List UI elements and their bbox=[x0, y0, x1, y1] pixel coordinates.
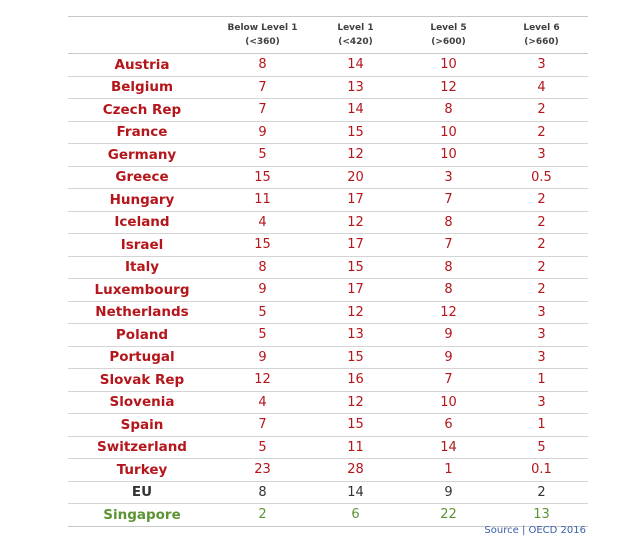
table-row bbox=[68, 211, 588, 234]
level-1-value: 15 bbox=[309, 121, 402, 144]
header-level-5 bbox=[402, 17, 495, 54]
level-1-value: 12 bbox=[309, 301, 402, 324]
header-label: Level 1 bbox=[337, 23, 374, 33]
table-row bbox=[68, 189, 588, 212]
country-name: Netherlands bbox=[68, 301, 216, 324]
table-body bbox=[68, 54, 588, 527]
below-level-1-value: 4 bbox=[216, 391, 309, 414]
level-1-value: 15 bbox=[309, 346, 402, 369]
level-5-value: 8 bbox=[402, 211, 495, 234]
header-country bbox=[68, 17, 216, 54]
level-5-value: 10 bbox=[402, 391, 495, 414]
country-name: Belgium bbox=[68, 76, 216, 99]
pisa-levels-table-container bbox=[68, 16, 588, 527]
level-5-value: 7 bbox=[402, 234, 495, 257]
table-row bbox=[68, 324, 588, 347]
country-name: Slovak Rep bbox=[68, 369, 216, 392]
table-row bbox=[68, 234, 588, 257]
level-5-value: 7 bbox=[402, 369, 495, 392]
below-level-1-value: 5 bbox=[216, 324, 309, 347]
country-name: Luxembourg bbox=[68, 279, 216, 302]
below-level-1-value: 15 bbox=[216, 234, 309, 257]
below-level-1-value: 23 bbox=[216, 459, 309, 482]
header-level-1 bbox=[309, 17, 402, 54]
country-name: Czech Rep bbox=[68, 99, 216, 122]
below-level-1-value: 12 bbox=[216, 369, 309, 392]
level-1-value: 13 bbox=[309, 76, 402, 99]
table-row bbox=[68, 256, 588, 279]
level-1-value: 14 bbox=[309, 99, 402, 122]
level-6-value: 2 bbox=[495, 234, 588, 257]
table-header bbox=[68, 17, 588, 54]
country-name: Iceland bbox=[68, 211, 216, 234]
level-5-value: 12 bbox=[402, 301, 495, 324]
level-1-value: 20 bbox=[309, 166, 402, 189]
header-label: Level 6 bbox=[523, 23, 560, 33]
level-6-value: 3 bbox=[495, 144, 588, 167]
level-1-value: 15 bbox=[309, 256, 402, 279]
level-5-value: 3 bbox=[402, 166, 495, 189]
level-6-value: 3 bbox=[495, 346, 588, 369]
level-1-value: 14 bbox=[309, 481, 402, 504]
below-level-1-value: 2 bbox=[216, 504, 309, 527]
below-level-1-value: 7 bbox=[216, 99, 309, 122]
level-5-value: 1 bbox=[402, 459, 495, 482]
level-6-value: 13 bbox=[495, 504, 588, 527]
level-5-value: 7 bbox=[402, 189, 495, 212]
header-threshold: (<420) bbox=[338, 37, 373, 47]
country-name: Poland bbox=[68, 324, 216, 347]
pisa-levels-table bbox=[68, 16, 588, 527]
level-5-value: 10 bbox=[402, 144, 495, 167]
below-level-1-value: 9 bbox=[216, 279, 309, 302]
country-name: Switzerland bbox=[68, 436, 216, 459]
country-name: Slovenia bbox=[68, 391, 216, 414]
below-level-1-value: 5 bbox=[216, 436, 309, 459]
level-6-value: 2 bbox=[495, 211, 588, 234]
level-6-value: 3 bbox=[495, 301, 588, 324]
table-row bbox=[68, 391, 588, 414]
country-name: Israel bbox=[68, 234, 216, 257]
level-5-value: 22 bbox=[402, 504, 495, 527]
level-5-value: 9 bbox=[402, 481, 495, 504]
country-name: Austria bbox=[68, 54, 216, 77]
level-6-value: 2 bbox=[495, 256, 588, 279]
level-6-value: 0.5 bbox=[495, 166, 588, 189]
table-row bbox=[68, 121, 588, 144]
below-level-1-value: 9 bbox=[216, 346, 309, 369]
level-6-value: 3 bbox=[495, 324, 588, 347]
level-5-value: 10 bbox=[402, 121, 495, 144]
level-1-value: 6 bbox=[309, 504, 402, 527]
below-level-1-value: 5 bbox=[216, 301, 309, 324]
level-1-value: 13 bbox=[309, 324, 402, 347]
table-row bbox=[68, 301, 588, 324]
level-6-value: 5 bbox=[495, 436, 588, 459]
level-1-value: 28 bbox=[309, 459, 402, 482]
country-name: Italy bbox=[68, 256, 216, 279]
country-name: Spain bbox=[68, 414, 216, 437]
table-row bbox=[68, 414, 588, 437]
country-name: Turkey bbox=[68, 459, 216, 482]
level-6-value: 0.1 bbox=[495, 459, 588, 482]
table-row bbox=[68, 144, 588, 167]
level-6-value: 2 bbox=[495, 99, 588, 122]
level-5-value: 8 bbox=[402, 256, 495, 279]
level-6-value: 1 bbox=[495, 369, 588, 392]
table-row bbox=[68, 369, 588, 392]
header-label: Level 5 bbox=[430, 23, 467, 33]
header-threshold: (>660) bbox=[524, 37, 559, 47]
table-row bbox=[68, 166, 588, 189]
below-level-1-value: 9 bbox=[216, 121, 309, 144]
header-below-level-1 bbox=[216, 17, 309, 54]
level-1-value: 11 bbox=[309, 436, 402, 459]
table-row bbox=[68, 99, 588, 122]
level-6-value: 3 bbox=[495, 391, 588, 414]
level-5-value: 12 bbox=[402, 76, 495, 99]
table-row bbox=[68, 436, 588, 459]
header-label: Below Level 1 bbox=[227, 23, 298, 33]
level-6-value: 1 bbox=[495, 414, 588, 437]
below-level-1-value: 5 bbox=[216, 144, 309, 167]
level-1-value: 12 bbox=[309, 211, 402, 234]
country-name: Portugal bbox=[68, 346, 216, 369]
level-6-value: 2 bbox=[495, 481, 588, 504]
level-1-value: 12 bbox=[309, 391, 402, 414]
table-row bbox=[68, 279, 588, 302]
table-row bbox=[68, 54, 588, 77]
table-row bbox=[68, 504, 588, 527]
country-name: Germany bbox=[68, 144, 216, 167]
country-name: EU bbox=[68, 481, 216, 504]
level-5-value: 6 bbox=[402, 414, 495, 437]
country-name: Hungary bbox=[68, 189, 216, 212]
below-level-1-value: 11 bbox=[216, 189, 309, 212]
below-level-1-value: 8 bbox=[216, 481, 309, 504]
below-level-1-value: 15 bbox=[216, 166, 309, 189]
country-name: Greece bbox=[68, 166, 216, 189]
below-level-1-value: 8 bbox=[216, 54, 309, 77]
header-row bbox=[68, 17, 588, 54]
below-level-1-value: 8 bbox=[216, 256, 309, 279]
level-1-value: 17 bbox=[309, 189, 402, 212]
below-level-1-value: 7 bbox=[216, 76, 309, 99]
table-row bbox=[68, 459, 588, 482]
header-threshold: (>600) bbox=[431, 37, 466, 47]
header-threshold: (<360) bbox=[245, 37, 280, 47]
level-6-value: 3 bbox=[495, 54, 588, 77]
level-1-value: 14 bbox=[309, 54, 402, 77]
header-level-6 bbox=[495, 17, 588, 54]
level-5-value: 14 bbox=[402, 436, 495, 459]
level-1-value: 17 bbox=[309, 279, 402, 302]
country-name: France bbox=[68, 121, 216, 144]
level-1-value: 15 bbox=[309, 414, 402, 437]
table-row bbox=[68, 76, 588, 99]
table-row bbox=[68, 481, 588, 504]
source-note: Source | OECD 2016 bbox=[484, 525, 586, 536]
level-6-value: 2 bbox=[495, 189, 588, 212]
level-6-value: 2 bbox=[495, 121, 588, 144]
level-6-value: 4 bbox=[495, 76, 588, 99]
level-1-value: 12 bbox=[309, 144, 402, 167]
level-5-value: 10 bbox=[402, 54, 495, 77]
level-5-value: 8 bbox=[402, 279, 495, 302]
level-1-value: 16 bbox=[309, 369, 402, 392]
country-name: Singapore bbox=[68, 504, 216, 527]
level-5-value: 9 bbox=[402, 324, 495, 347]
below-level-1-value: 4 bbox=[216, 211, 309, 234]
below-level-1-value: 7 bbox=[216, 414, 309, 437]
level-5-value: 8 bbox=[402, 99, 495, 122]
table-row bbox=[68, 346, 588, 369]
level-6-value: 2 bbox=[495, 279, 588, 302]
level-1-value: 17 bbox=[309, 234, 402, 257]
level-5-value: 9 bbox=[402, 346, 495, 369]
